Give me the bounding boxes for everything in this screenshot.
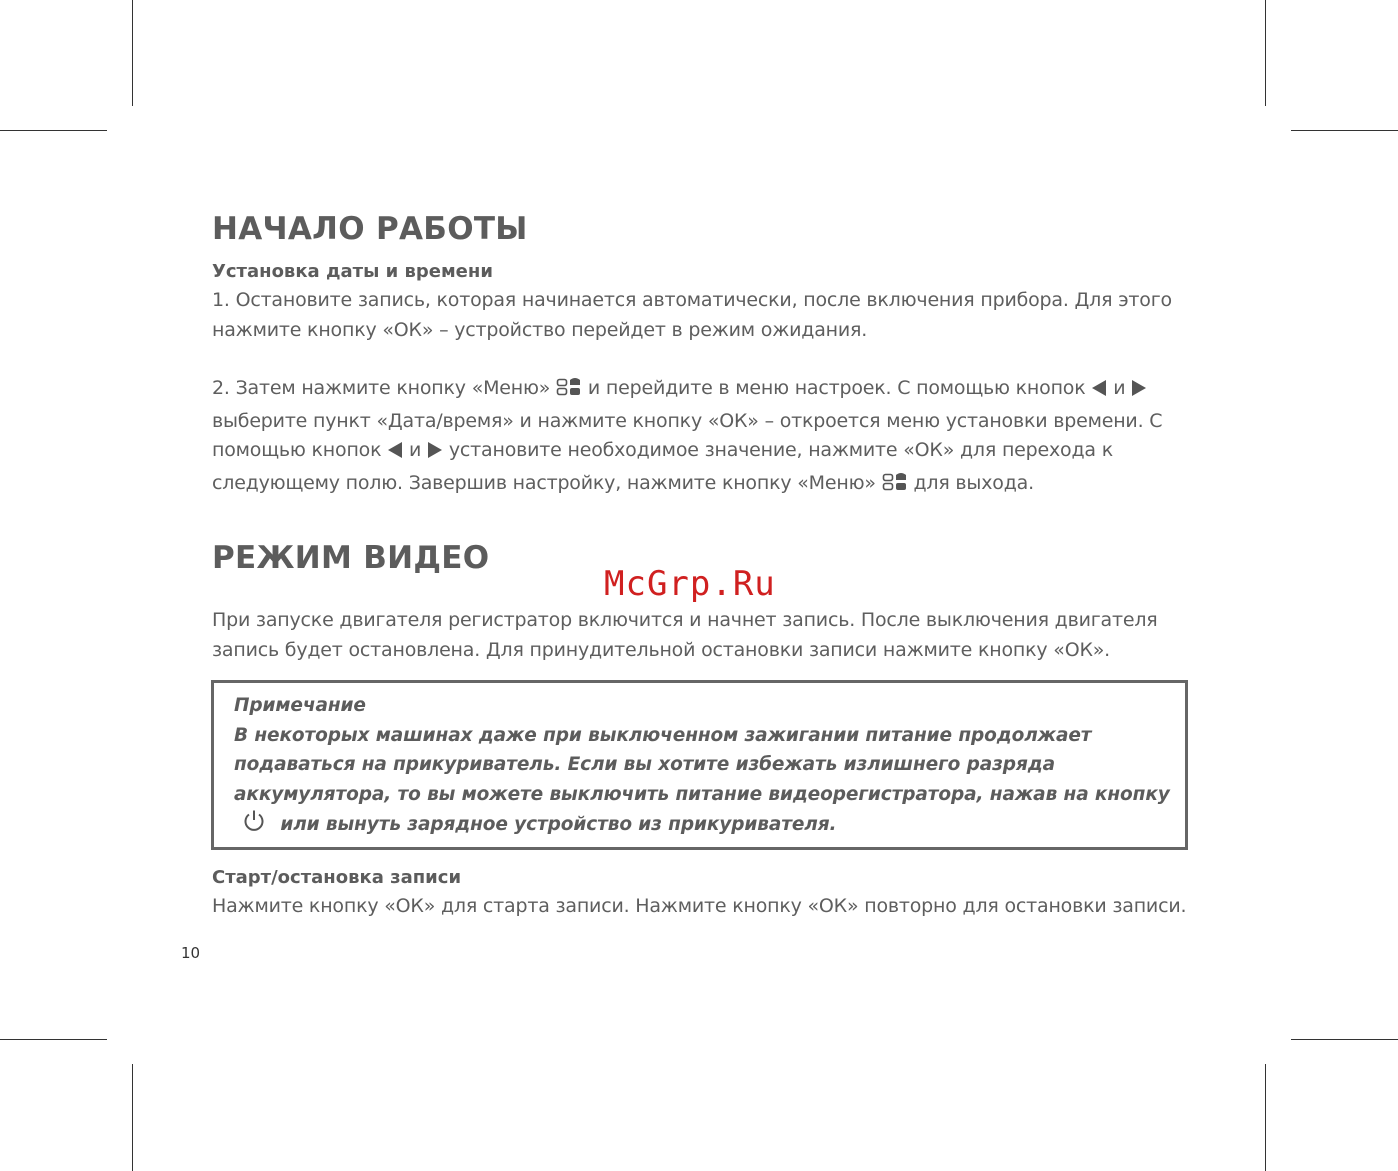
crop-mark <box>0 130 107 131</box>
arrow-right-icon <box>1131 377 1147 407</box>
paragraph-step-1: 1. Остановите запись, которая начинается автоматически, после включения прибора. Для этого нажмите кнопку «ОК» – устройство перейдет в режим ожидания. <box>212 289 1172 341</box>
note-box <box>211 680 1188 850</box>
section-subtitle: Установка даты и времени <box>212 261 493 282</box>
crop-mark <box>1291 1039 1398 1040</box>
note-heading: Примечание <box>234 695 366 716</box>
note-text: В некоторых машинах даже при выключенном зажигании питание продолжает подаваться на прикуриватель. Если вы хотите избежать излишнего разряда аккумулятора, то вы можете выключить питание видеорегистратора, нажав на кнопку или вынуть зарядное устройство из прикуривателя. <box>234 721 1185 843</box>
arrow-left-icon <box>1091 377 1107 407</box>
arrow-right-icon <box>427 439 443 469</box>
section-subtitle: Старт/остановка записи <box>212 867 462 888</box>
crop-mark <box>1265 1064 1266 1171</box>
crop-mark <box>132 1064 133 1171</box>
section-title: НАЧАЛО РАБОТЫ <box>212 211 528 247</box>
crop-mark <box>0 1039 107 1040</box>
watermark: McGrp.Ru <box>604 564 776 604</box>
section-title: РЕЖИМ ВИДЕО <box>212 540 490 576</box>
arrow-left-icon <box>387 439 403 469</box>
paragraph-step-2: 2. Затем нажмите кнопку «Меню» и перейдите в меню настроек. С помощью кнопок и выберите пункт «Дата/время» и нажмите кнопку «ОК» – откроется меню установки времени. С помощью кнопок и установите необходимое значение, нажмите «ОК» для перехода к следующему полю. Завершив настройку, нажмите кнопку «Меню» для выхода. <box>212 374 1202 501</box>
paragraph-video-mode: При запуске двигателя регистратор включится и начнет запись. После выключения двигателя запись будет остановлена. Для принудительной остановки записи нажмите кнопку «ОК». <box>212 609 1158 661</box>
power-icon <box>242 809 266 843</box>
section-getting-started <box>212 205 1202 501</box>
crop-mark <box>1291 130 1398 131</box>
menu-icon <box>882 472 908 502</box>
crop-mark <box>132 0 133 106</box>
paragraph-record: Нажмите кнопку «ОК» для старта записи. Нажмите кнопку «ОК» повторно для остановки записи. <box>212 895 1187 917</box>
page-number: 10 <box>181 944 201 962</box>
crop-mark <box>1265 0 1266 106</box>
menu-icon <box>556 377 582 407</box>
section-record-start-stop <box>212 864 1202 922</box>
